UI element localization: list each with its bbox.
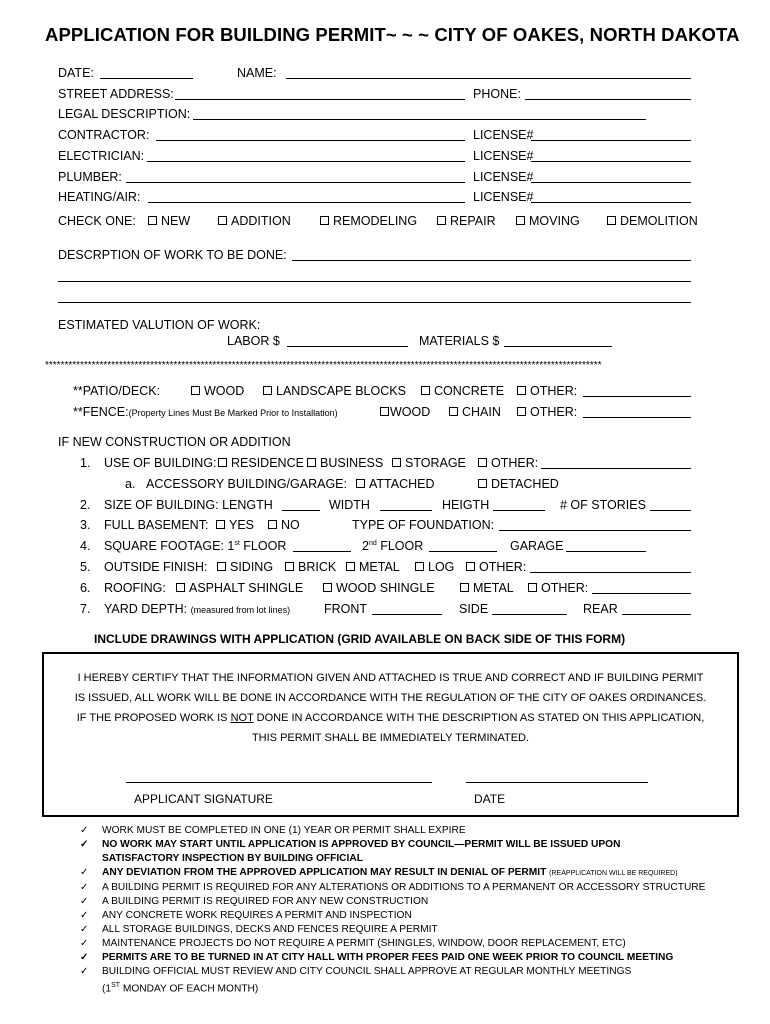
checkbox-icon[interactable]	[392, 458, 401, 467]
note-text: A BUILDING PERMIT IS REQUIRED FOR ANY NEW CONSTRUCTION	[102, 896, 429, 907]
checkbox-icon[interactable]	[148, 216, 157, 225]
basement-yes[interactable]	[216, 518, 254, 532]
checkmark-icon: ✓	[80, 924, 89, 935]
item2-number: 2.	[80, 498, 91, 512]
checkbox-icon[interactable]	[356, 479, 365, 488]
phone-label: PHONE:	[473, 87, 521, 101]
check-repair[interactable]	[437, 214, 496, 228]
note-text: MAINTENANCE PROJECTS DO NOT REQUIRE A PERMIT (SHINGLES, WINDOW, DOOR REPLACEMENT, ETC)	[102, 938, 626, 949]
contractor-license-label: LICENSE#	[473, 128, 534, 142]
electrician-license-label: LICENSE#	[473, 149, 534, 163]
yard-side-field[interactable]	[492, 614, 567, 615]
patio-wood[interactable]	[191, 384, 244, 398]
checkbox-icon[interactable]	[415, 562, 424, 571]
yard-front-field[interactable]	[372, 614, 442, 615]
checkbox-icon[interactable]	[346, 562, 355, 571]
patio-label: **PATIO/DECK:	[73, 384, 161, 398]
contractor-license-field[interactable]	[531, 140, 691, 141]
yard-rear-field[interactable]	[622, 614, 691, 615]
new-construction-heading: IF NEW CONSTRUCTION OR ADDITION	[58, 435, 291, 449]
checkbox-icon[interactable]	[516, 216, 525, 225]
finish-other-field[interactable]	[530, 572, 691, 573]
checkbox-icon[interactable]	[607, 216, 616, 225]
roof-metal-label: METAL	[473, 581, 514, 595]
applicant-signature-label: APPLICANT SIGNATURE	[134, 792, 273, 806]
checkbox-icon[interactable]	[263, 386, 272, 395]
checkbox-icon[interactable]	[218, 216, 227, 225]
finish-metal-label: METAL	[359, 560, 400, 574]
signature-date-field[interactable]	[466, 782, 648, 783]
cert-line4: THIS PERMIT SHALL BE IMMEDIATELY TERMINATED.	[251, 732, 530, 744]
accessory-detached[interactable]	[478, 477, 559, 491]
second-sup: nd	[368, 539, 377, 547]
use-of-building-label: USE OF BUILDING:	[104, 456, 217, 470]
note-text: ANY CONCRETE WORK REQUIRES A PERMIT AND INSPECTION	[102, 910, 412, 921]
yard-front-label: FRONT	[324, 602, 368, 616]
checkbox-icon[interactable]	[217, 562, 226, 571]
use-residence-label: RESIDENCE	[231, 456, 304, 470]
heating-air-license-label: LICENSE#	[473, 190, 534, 204]
checkbox-icon[interactable]	[268, 520, 277, 529]
use-residence[interactable]	[218, 456, 304, 470]
garage-label: GARAGE	[510, 539, 564, 553]
contractor-field[interactable]	[156, 140, 465, 141]
date-label: DATE:	[58, 66, 94, 80]
note-item	[80, 881, 740, 895]
materials-field[interactable]	[504, 346, 612, 347]
note-text: WORK MUST BE COMPLETED IN ONE (1) YEAR OR PERMIT SHALL EXPIRE	[102, 825, 466, 836]
use-other-field[interactable]	[541, 468, 691, 469]
checkbox-icon[interactable]	[460, 583, 469, 592]
size-stories-field[interactable]	[650, 510, 691, 511]
note-item	[80, 951, 740, 965]
street-address-field[interactable]	[175, 99, 465, 100]
square-footage-label	[104, 539, 286, 553]
size-width-field[interactable]	[380, 510, 432, 511]
phone-field[interactable]	[525, 99, 691, 100]
checkmark-icon: ✓	[80, 839, 89, 850]
legal-description-label: LEGAL DESCRIPTION:	[58, 107, 191, 121]
size-height-field[interactable]	[493, 510, 545, 511]
item7-number: 7.	[80, 602, 91, 616]
name-label: NAME:	[237, 66, 277, 80]
use-other-label: OTHER:	[491, 456, 539, 470]
roof-other-field[interactable]	[592, 593, 691, 594]
full-basement-label: FULL BASEMENT:	[104, 518, 209, 532]
size-height-label: HEIGTH	[442, 498, 490, 512]
checkbox-icon[interactable]	[437, 216, 446, 225]
note-item	[80, 866, 740, 881]
description-field-line2[interactable]	[58, 281, 691, 282]
check-moving[interactable]	[516, 214, 580, 228]
note-text: NO WORK MAY START UNTIL APPLICATION IS APPROVED BY COUNCIL—PERMIT WILL BE ISSUED UPON SATISFACTORY INSPECTION BY BUILDING OFFICIAL	[102, 839, 621, 864]
use-business-label: BUSINESS	[320, 456, 384, 470]
materials-label: MATERIALS $	[419, 334, 500, 348]
checkmark-icon: ✓	[80, 952, 89, 963]
note-text: PERMITS ARE TO BE TURNED IN AT CITY HALL WITH PROPER FEES PAID ONE WEEK PRIOR TO COUNCIL MEETING	[102, 952, 674, 963]
checkbox-icon[interactable]	[320, 216, 329, 225]
drawings-note: INCLUDE DRAWINGS WITH APPLICATION (GRID AVAILABLE ON BACK SIDE OF THIS FORM)	[94, 632, 626, 646]
checkbox-icon[interactable]	[517, 386, 526, 395]
checkmark-icon: ✓	[80, 896, 89, 907]
roof-metal[interactable]	[460, 581, 514, 595]
second-floor-field[interactable]	[429, 551, 497, 552]
notes-list	[80, 824, 740, 996]
heating-air-field[interactable]	[148, 202, 465, 203]
roof-wood[interactable]	[323, 581, 435, 595]
form-title: APPLICATION FOR BUILDING PERMIT~ ~ ~ CITY OF OAKES, NORTH DAKOTA	[45, 24, 740, 45]
note-item	[80, 965, 740, 996]
check-addition[interactable]	[218, 214, 291, 228]
description-field-line1[interactable]	[292, 260, 691, 261]
roof-other[interactable]	[528, 581, 588, 595]
note-small-text: (REAPPLICATION WILL BE REQUIRED)	[549, 870, 678, 877]
fence-other-label: OTHER:	[530, 405, 578, 419]
second-floor-text: FLOOR	[376, 539, 424, 553]
name-field[interactable]	[286, 78, 691, 79]
checkbox-icon[interactable]	[176, 583, 185, 592]
roofing-label: ROOFING:	[104, 581, 166, 595]
checkbox-icon[interactable]	[528, 583, 537, 592]
plumber-label: PLUMBER:	[58, 170, 122, 184]
fence-other[interactable]	[517, 405, 577, 419]
finish-metal[interactable]	[346, 560, 400, 574]
note-item	[80, 895, 740, 909]
accessory-building-label: ACCESSORY BUILDING/GARAGE:	[146, 477, 347, 491]
checkbox-icon[interactable]	[323, 583, 332, 592]
accessory-detached-label: DETACHED	[491, 477, 559, 491]
labor-field[interactable]	[287, 346, 408, 347]
garage-field[interactable]	[566, 551, 646, 552]
valuation-label: ESTIMATED VALUTION OF WORK:	[58, 318, 261, 332]
checkbox-icon[interactable]	[466, 562, 475, 571]
fence-wood[interactable]	[380, 405, 430, 419]
size-stories-label: # OF STORIES	[560, 498, 646, 512]
checkbox-icon[interactable]	[517, 407, 526, 416]
note-sup: ST	[111, 982, 121, 989]
checkbox-icon[interactable]	[285, 562, 294, 571]
checkbox-icon[interactable]	[449, 407, 458, 416]
fence-label	[73, 405, 338, 419]
note-text-b: (1	[102, 983, 112, 995]
cert-line3	[44, 712, 737, 724]
plumber-license-label: LICENSE#	[473, 170, 534, 184]
checkbox-icon[interactable]	[307, 458, 316, 467]
cert-line3-not: NOT	[230, 712, 254, 724]
cert-line3-post: DONE IN ACCORDANCE WITH THE DESCRIPTION AS STATED ON THIS APPLICATION,	[253, 712, 705, 724]
note-text: A BUILDING PERMIT IS REQUIRED FOR ANY ALTERATIONS OR ADDITIONS TO A PERMANENT OR ACCESSORY STRUCTURE	[102, 882, 706, 893]
legal-description-field[interactable]	[193, 119, 646, 120]
check-addition-label: ADDITION	[231, 214, 291, 228]
outside-finish-label: OUTSIDE FINISH:	[104, 560, 208, 574]
patio-wood-label: WOOD	[204, 384, 245, 398]
cert-line1: I HEREBY CERTIFY THAT THE INFORMATION GIVEN AND ATTACHED IS TRUE AND CORRECT AND IF BUILDING PERMIT	[77, 672, 704, 684]
checkbox-icon[interactable]	[218, 458, 227, 467]
yard-side-label: SIDE	[459, 602, 489, 616]
cert-line2: IS ISSUED, ALL WORK WILL BE DONE IN ACCORDANCE WITH THE REGULATION OF THE CITY OF OAKES ORDINANCES.	[74, 692, 707, 704]
patio-other-label: OTHER:	[530, 384, 578, 398]
size-length-label: SIZE OF BUILDING: LENGTH	[104, 498, 273, 512]
checkbox-icon[interactable]	[478, 458, 487, 467]
fence-note: (Property Lines Must Be Marked Prior to Installation)	[128, 408, 338, 418]
second-floor-label	[362, 539, 423, 553]
roof-asphalt-label: ASPHALT SHINGLE	[189, 581, 304, 595]
note-item	[80, 909, 740, 923]
check-one-label: CHECK ONE:	[58, 214, 136, 228]
heating-air-label: HEATING/AIR:	[58, 190, 141, 204]
patio-concrete-label: CONCRETE	[434, 384, 505, 398]
check-moving-label: MOVING	[529, 214, 580, 228]
fence-other-field[interactable]	[583, 417, 691, 418]
item1a-number: a.	[125, 477, 136, 491]
checkbox-icon[interactable]	[478, 479, 487, 488]
fence-chain[interactable]	[449, 405, 501, 419]
finish-brick-label: BRICK	[298, 560, 337, 574]
use-business[interactable]	[307, 456, 383, 470]
finish-brick[interactable]	[285, 560, 336, 574]
yard-depth-text: YARD DEPTH:	[104, 602, 188, 616]
checkmark-icon: ✓	[80, 910, 89, 921]
basement-no-label: NO	[281, 518, 300, 532]
yard-depth-label	[104, 602, 290, 616]
checkmark-icon: ✓	[80, 867, 89, 878]
note-text: BUILDING OFFICIAL MUST REVIEW AND CITY COUNCIL SHALL APPROVE AT REGULAR MONTHLY MEETINGS	[102, 966, 632, 977]
cert-line3-pre: IF THE PROPOSED WORK IS	[76, 712, 231, 724]
second-floor-num: 2	[362, 539, 369, 553]
patio-concrete[interactable]	[421, 384, 504, 398]
finish-siding-label: SIDING	[230, 560, 274, 574]
check-demolition[interactable]	[607, 214, 698, 228]
note-item	[80, 838, 740, 866]
yard-rear-label: REAR	[583, 602, 618, 616]
heating-air-license-field[interactable]	[531, 202, 691, 203]
finish-log[interactable]	[415, 560, 454, 574]
electrician-license-field[interactable]	[531, 161, 691, 162]
patio-other-field[interactable]	[583, 396, 691, 397]
fence-wood-label: WOOD	[390, 405, 431, 419]
accessory-attached-label: ATTACHED	[369, 477, 435, 491]
checkmark-icon: ✓	[80, 966, 89, 977]
item5-number: 5.	[80, 560, 91, 574]
finish-siding[interactable]	[217, 560, 273, 574]
patio-landscape[interactable]	[263, 384, 406, 398]
description-label: DESCRPTION OF WORK TO BE DONE:	[58, 248, 287, 262]
check-repair-label: REPAIR	[450, 214, 496, 228]
fence-chain-label: CHAIN	[462, 405, 501, 419]
electrician-field[interactable]	[147, 161, 465, 162]
certification-box	[42, 652, 739, 817]
note-text: ALL STORAGE BUILDINGS, DECKS AND FENCES REQUIRE A PERMIT	[102, 924, 438, 935]
finish-other[interactable]	[466, 560, 526, 574]
signature-field[interactable]	[126, 782, 432, 783]
note-item	[80, 937, 740, 951]
foundation-field[interactable]	[499, 530, 691, 531]
first-floor-text: FLOOR	[239, 539, 287, 553]
use-storage[interactable]	[392, 456, 466, 470]
description-field-line3[interactable]	[58, 302, 691, 303]
plumber-field[interactable]	[126, 182, 465, 183]
patio-landscape-label: LANDSCAPE BLOCKS	[276, 384, 406, 398]
checkbox-icon[interactable]	[380, 407, 389, 416]
yard-depth-note: (measured from lot lines)	[190, 605, 291, 615]
roof-asphalt[interactable]	[176, 581, 303, 595]
check-remodeling[interactable]	[320, 214, 417, 228]
plumber-license-field[interactable]	[531, 182, 691, 183]
check-demolition-label: DEMOLITION	[620, 214, 698, 228]
date-field[interactable]	[100, 78, 193, 79]
check-new-label: NEW	[161, 214, 191, 228]
note-text: ANY DEVIATION FROM THE APPROVED APPLICATION MAY RESULT IN DENIAL OF PERMIT	[102, 867, 547, 878]
patio-other[interactable]	[517, 384, 577, 398]
size-length-field[interactable]	[282, 510, 320, 511]
item4-number: 4.	[80, 539, 91, 553]
foundation-label: TYPE OF FOUNDATION:	[352, 518, 495, 532]
note-text-c: MONDAY OF EACH MONTH)	[120, 983, 259, 995]
roof-other-label: OTHER:	[541, 581, 589, 595]
fence-label-text: **FENCE:	[73, 405, 129, 419]
checkmark-icon: ✓	[80, 882, 89, 893]
basement-yes-label: YES	[229, 518, 255, 532]
finish-other-label: OTHER:	[479, 560, 527, 574]
checkmark-icon: ✓	[80, 938, 89, 949]
use-storage-label: STORAGE	[405, 456, 466, 470]
checkbox-icon[interactable]	[191, 386, 200, 395]
first-sup: st	[234, 539, 240, 547]
contractor-label: CONTRACTOR:	[58, 128, 150, 142]
basement-no[interactable]	[268, 518, 300, 532]
note-item	[80, 923, 740, 937]
labor-label: LABOR $	[227, 334, 280, 348]
checkbox-icon[interactable]	[216, 520, 225, 529]
accessory-attached[interactable]	[356, 477, 435, 491]
use-other[interactable]	[478, 456, 538, 470]
item1-number: 1.	[80, 456, 91, 470]
finish-log-label: LOG	[428, 560, 455, 574]
signature-date-label: DATE	[474, 792, 506, 806]
checkbox-icon[interactable]	[421, 386, 430, 395]
check-remodeling-label: REMODELING	[333, 214, 418, 228]
electrician-label: ELECTRICIAN:	[58, 149, 145, 163]
note-item	[80, 824, 740, 838]
roof-wood-label: WOOD SHINGLE	[336, 581, 435, 595]
check-new[interactable]	[148, 214, 190, 228]
asterisk-separator: ***********************************************************************************************************************************************	[45, 360, 602, 371]
item3-number: 3.	[80, 518, 91, 532]
street-address-label: STREET ADDRESS:	[58, 87, 174, 101]
item6-number: 6.	[80, 581, 91, 595]
checkmark-icon: ✓	[80, 825, 89, 836]
size-width-label: WIDTH	[329, 498, 370, 512]
first-floor-field[interactable]	[293, 551, 351, 552]
square-footage-text: SQUARE FOOTAGE: 1	[104, 539, 235, 553]
